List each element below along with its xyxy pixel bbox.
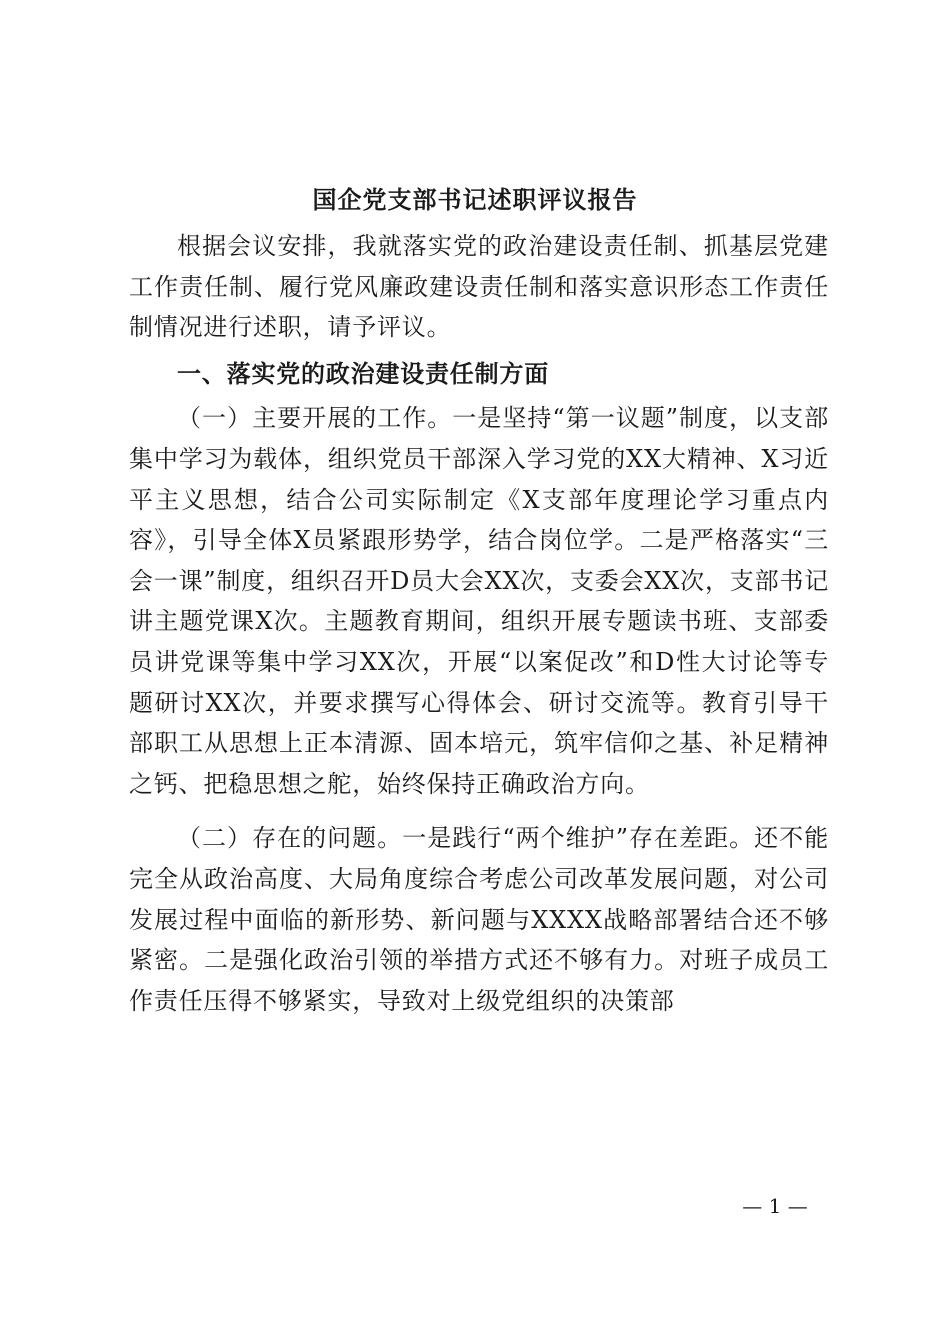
document-body [129, 226, 829, 1021]
document-title: 国企党支部书记述职评议报告 [312, 185, 638, 214]
page-number: — 1 — [742, 1194, 808, 1218]
intro-paragraph: 根据会议安排，我就落实党的政治建设责任制、抓基层党建工作责任制、履行党风廉政建设责任制和落实意识形态工作责任制情况进行述职，请予评议。 [129, 232, 829, 342]
section-heading: 一、落实党的政治建设责任制方面 [177, 358, 549, 388]
section-paragraph-work: （一）主要开展的工作。一是坚持“第一议题”制度，以支部集中学习为载体，组织党员干部深入学习党的XX大精神、X习近平主义思想，结合公司实际制定《X支部年度理论学习重点内容》，引导全体X员紧跟形势学，结合岗位学。二是严格落实“三会一课”制度，组织召开D员大会XX次，支委会XX次，支部书记讲主题党课X次。主题教育期间，组织开展专题读书班、支部委员讲党课等集中学习XX次，开展“以案促改”和D性大讨论等专题研讨XX次，并要求撰写心得体会、研讨交流等。教育引导干部职工从思想上正本清源、固本培元，筑牢信仰之基、补足精神之钙、把稳思想之舵，始终保持正确政治方向。 [129, 404, 829, 798]
section-paragraph-problems: （二）存在的问题。一是践行“两个维护”存在差距。还不能完全从政治高度、大局角度综合考虑公司改革发展问题，对公司发展过程中面临的新形势、新问题与XXXX战略部署结合还不够紧密。二是强化政治引领的举措方式还不够有力。对班子成员工作责任压得不够紧实，导致对上级党组织的决策部 [129, 824, 829, 1015]
